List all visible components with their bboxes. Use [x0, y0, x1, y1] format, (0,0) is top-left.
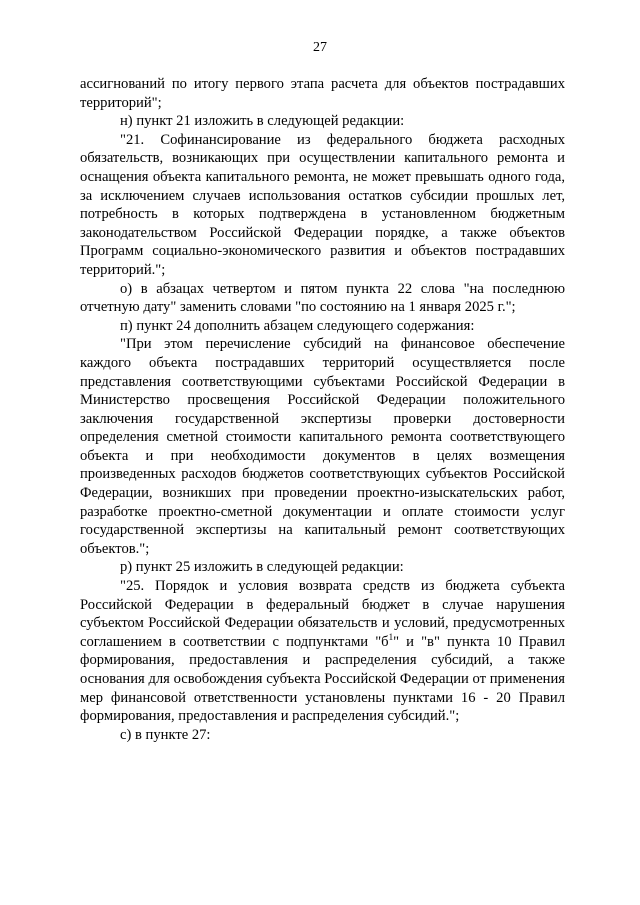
amendment-s-heading: с) в пункте 27: [120, 726, 211, 743]
clause-21-text: "21. Софинансирование из федерального бюджета расходных обязательств, возникающих при осуществлении капитального ремонта и оснащения объекта капитального ремонта, не может превышать одного года, за исключением случаев использования остатков субсидии прошлых лет, потребность в которых подтверждена в установленном бюджетным законодательством Российской Федерации порядке, а также объектов Программ социально-экономического развития и объектов пострадавших территорий."; [80, 131, 565, 278]
page-number: 27 [313, 40, 327, 55]
superscript-1: 1 [388, 631, 394, 642]
amendment-o-text: о) в абзацах четвертом и пятом пункта 22 слова "на последнюю отчетную дату" заменить словами "по состоянию на 1 января 2025 г."; [80, 280, 565, 316]
amendment-n-heading: н) пункт 21 изложить в следующей редакции: [120, 113, 405, 130]
clause-25-part-1: "25. Порядок и условия возврата средств из бюджета субъекта Российской Федерации в федеральный бюджет в случае нарушения субъектом Российской Федерации обязательств и условий, предусмотренных соглашением в соответствии с подпунктами "б [80, 578, 565, 650]
clause-25-part-2: " и "в" пункта 10 Правил формирования, предоставления и распределения субсидий, а также основания для освобождения субъекта Российской Федерации от применения мер финансовой ответственности установлены пунктами 16 - 20 Правил формирования, предоставления и распределения субсидий."; [80, 633, 565, 725]
clause-24-addition-text: "При этом перечисление субсидий на финансовое обеспечение каждого объекта пострадавших территорий осуществляется после представления соответствующими субъектами Российской Федерации в Министерство просвещения Российской Федерации положительного заключения государственной экспертизы проверки достоверности определения сметной стоимости капитального ремонта соответствующего объекта и при необходимости документов в целях возмещения произведенных расходов бюджетов соответствующих субъектов Российской Федерации, возникших при проведении проектно-изыскательских работ, разработке проектно-сметной документации и оплате стоимости услуг государственной экспертизы на капитальный ремонт соответствующих объектов."; [80, 336, 565, 557]
amendment-r-heading: р) пункт 25 изложить в следующей редакции: [120, 559, 404, 576]
amendment-p-heading: п) пункт 24 дополнить абзацем следующего содержания: [120, 317, 475, 334]
clause-25-text [80, 577, 565, 726]
document-body [80, 75, 565, 744]
continuation-paragraph: ассигнований по итогу первого этапа расчета для объектов пострадавших территорий"; [80, 76, 565, 111]
